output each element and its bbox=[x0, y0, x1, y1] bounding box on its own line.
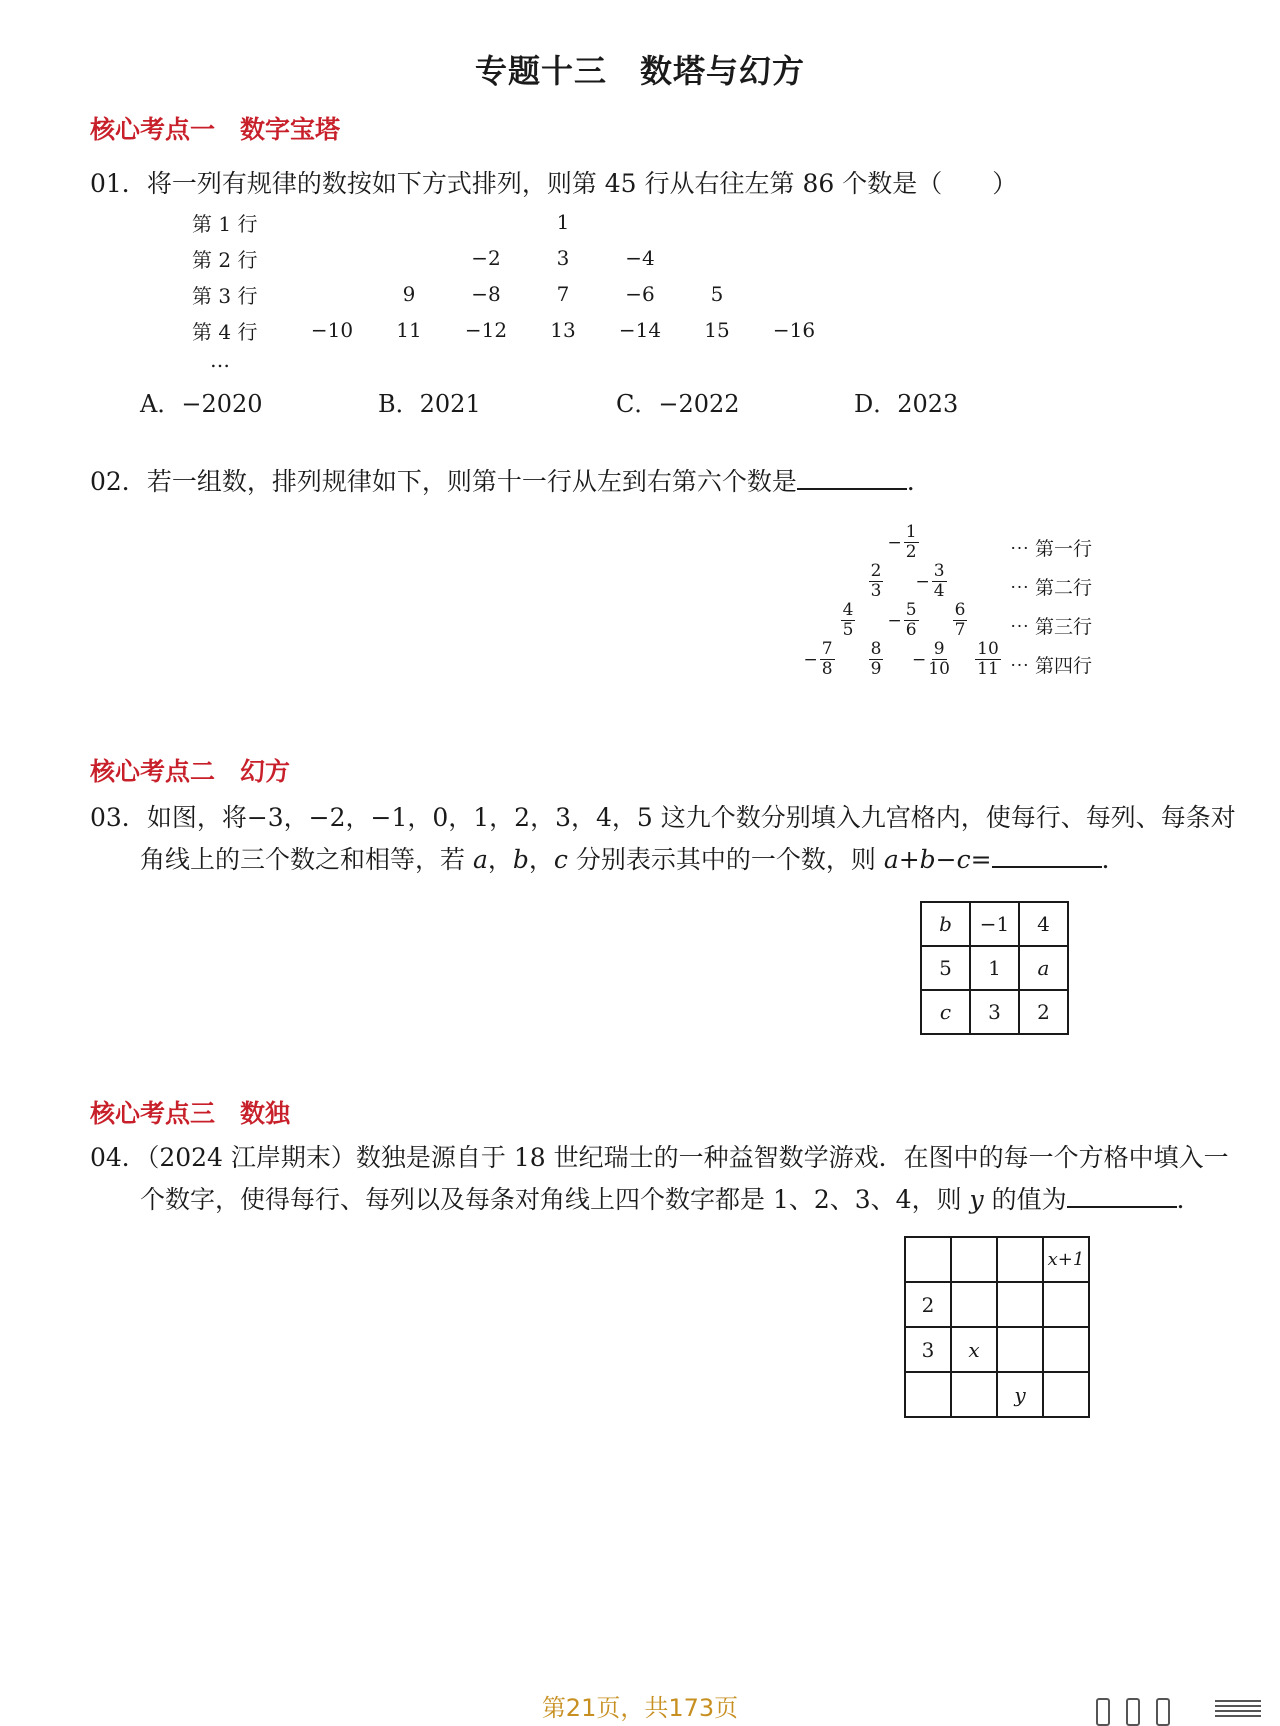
fraction-sign: − bbox=[912, 649, 927, 670]
grid-cell bbox=[1043, 1327, 1089, 1372]
fraction-body bbox=[953, 601, 968, 640]
grid-cell bbox=[905, 1237, 951, 1282]
magic-square bbox=[920, 901, 1069, 1035]
fraction-body bbox=[869, 562, 884, 601]
grid-cell bbox=[1043, 1372, 1089, 1417]
grid-cell bbox=[997, 1237, 1043, 1282]
question-01 bbox=[90, 164, 1017, 200]
answer-blank bbox=[1067, 1184, 1177, 1208]
question-number: 01． bbox=[90, 169, 147, 198]
denominator: 8 bbox=[821, 659, 833, 679]
question-text: 个数字，使得每行、每列以及每条对角线上四个数字都是 1、2、3、4，则 bbox=[140, 1185, 970, 1214]
page-title: 专题十三 数塔与幻方 bbox=[474, 52, 805, 90]
grid-cell bbox=[905, 1372, 951, 1417]
ellipsis: … bbox=[210, 348, 230, 372]
fraction bbox=[909, 562, 953, 601]
grid-cell: a bbox=[1019, 946, 1068, 990]
separator: ， bbox=[528, 845, 554, 874]
denominator: 6 bbox=[905, 620, 917, 640]
pyramid-number: −2 bbox=[471, 246, 501, 270]
grid-cell: 2 bbox=[905, 1282, 951, 1327]
fraction bbox=[797, 640, 841, 679]
grid-cell: 5 bbox=[921, 946, 970, 990]
pyramid-number: 15 bbox=[704, 318, 730, 342]
fraction-body bbox=[841, 601, 856, 640]
fraction bbox=[909, 640, 953, 679]
numerator: 10 bbox=[977, 639, 999, 659]
denominator: 10 bbox=[928, 659, 950, 679]
denominator: 9 bbox=[870, 659, 882, 679]
pyramid-number: −10 bbox=[310, 318, 354, 342]
pyramid-number: 9 bbox=[402, 282, 416, 306]
pyramid-number: 11 bbox=[396, 318, 422, 342]
section-heading-1: 核心考点一 数字宝塔 bbox=[90, 115, 341, 144]
fraction-body bbox=[904, 601, 919, 640]
option-c: C．−2022 bbox=[616, 390, 740, 418]
question-number: 03． bbox=[90, 803, 147, 832]
fraction-sign: − bbox=[887, 532, 902, 553]
pyramid-number: −4 bbox=[625, 246, 655, 270]
option-a: A．−2020 bbox=[140, 390, 263, 418]
question-text: 的值为 bbox=[983, 1185, 1067, 1214]
question-text: 如图，将−3，−2，−1，0，1，2，3，4，5 这九个数分别填入九宫格内，使每行、每列、每条对 bbox=[146, 803, 1236, 832]
pyramid-number: 5 bbox=[710, 282, 724, 306]
question-text: 将一列有规律的数按如下方式排列，则第 45 行从右往左第 86 个数是（ ） bbox=[146, 169, 1018, 198]
denominator: 4 bbox=[933, 581, 945, 601]
row-label-2: 第 2 行 bbox=[192, 248, 258, 272]
question-03-line2 bbox=[140, 840, 1127, 876]
fraction-body bbox=[869, 640, 884, 679]
fraction-body bbox=[820, 640, 835, 679]
question-04-line1 bbox=[90, 1138, 1229, 1174]
pyramid-number: −8 bbox=[471, 282, 501, 306]
fraction-body bbox=[975, 640, 1001, 679]
numerator: 5 bbox=[905, 600, 917, 620]
question-text: 若一组数，排列规律如下，则第十一行从左到右第六个数是 bbox=[146, 467, 797, 496]
numerator: 2 bbox=[870, 561, 882, 581]
fraction-sign: − bbox=[887, 610, 902, 631]
fraction bbox=[881, 523, 925, 562]
sudoku-grid bbox=[904, 1236, 1090, 1418]
question-end: ． bbox=[1176, 1185, 1202, 1214]
row-label-3: 第 3 行 bbox=[192, 284, 258, 308]
row-label-4: 第 4 行 bbox=[192, 320, 258, 344]
fraction bbox=[825, 601, 869, 640]
denominator: 2 bbox=[905, 542, 917, 562]
question-text: 分别表示其中的一个数，则 bbox=[567, 845, 884, 874]
section-heading-3: 核心考点三 数独 bbox=[90, 1099, 291, 1128]
pyramid-number: −14 bbox=[618, 318, 662, 342]
grid-cell: x bbox=[951, 1327, 997, 1372]
grid-cell bbox=[951, 1237, 997, 1282]
pyramid-number: −12 bbox=[464, 318, 508, 342]
row-tag-1: ⋯ 第一行 bbox=[1010, 538, 1093, 560]
numerator: 4 bbox=[842, 600, 854, 620]
grid-cell: y bbox=[997, 1372, 1043, 1417]
var-a: a bbox=[472, 845, 488, 874]
scroll-thumb-icon[interactable] bbox=[1096, 1698, 1206, 1722]
grid-cell: x+1 bbox=[1043, 1237, 1089, 1282]
pyramid-number: −6 bbox=[625, 282, 655, 306]
grid-cell: b bbox=[921, 902, 970, 946]
grid-cell: 3 bbox=[905, 1327, 951, 1372]
answer-blank bbox=[992, 844, 1102, 868]
fraction-body bbox=[932, 562, 947, 601]
fraction bbox=[881, 601, 925, 640]
fraction-body bbox=[928, 640, 950, 679]
row-tag-2: ⋯ 第二行 bbox=[1010, 577, 1093, 599]
question-end: ． bbox=[1101, 845, 1127, 874]
separator: ， bbox=[487, 845, 513, 874]
pyramid-number: −16 bbox=[772, 318, 816, 342]
question-end: ． bbox=[906, 467, 932, 496]
grid-cell: c bbox=[921, 990, 970, 1034]
fraction bbox=[937, 601, 981, 640]
grid-cell: 2 bbox=[1019, 990, 1068, 1034]
grid-cell bbox=[997, 1282, 1043, 1327]
row-tag-3: ⋯ 第三行 bbox=[1010, 616, 1093, 638]
question-text: 角线上的三个数之和相等，若 bbox=[140, 845, 473, 874]
denominator: 7 bbox=[954, 620, 966, 640]
numerator: 8 bbox=[870, 639, 882, 659]
grid-cell: −1 bbox=[970, 902, 1019, 946]
numerator: 1 bbox=[905, 522, 917, 542]
var-b: b bbox=[512, 845, 529, 874]
question-number: 02． bbox=[90, 467, 147, 496]
pyramid-number: 3 bbox=[556, 246, 570, 270]
menu-icon[interactable] bbox=[1215, 1700, 1261, 1720]
answer-blank bbox=[797, 466, 907, 490]
numerator: 6 bbox=[954, 600, 966, 620]
fraction-sign: − bbox=[915, 571, 930, 592]
pyramid-number: 1 bbox=[556, 210, 570, 234]
question-02 bbox=[90, 462, 932, 498]
grid-cell: 1 bbox=[970, 946, 1019, 990]
grid-cell: 3 bbox=[970, 990, 1019, 1034]
grid-cell bbox=[997, 1327, 1043, 1372]
option-d: D．2023 bbox=[854, 390, 959, 418]
fraction-sign: − bbox=[803, 649, 818, 670]
numerator: 3 bbox=[933, 561, 945, 581]
grid-cell bbox=[1043, 1282, 1089, 1327]
row-label-1: 第 1 行 bbox=[192, 212, 258, 236]
grid-cell bbox=[951, 1282, 997, 1327]
numerator: 9 bbox=[933, 639, 945, 659]
section-heading-2: 核心考点二 幻方 bbox=[90, 757, 291, 786]
fraction bbox=[853, 562, 897, 601]
var-c: c bbox=[553, 845, 568, 874]
question-04-line2 bbox=[140, 1180, 1202, 1216]
fraction bbox=[965, 640, 1009, 679]
grid-cell bbox=[951, 1372, 997, 1417]
expression: a+b−c= bbox=[883, 845, 992, 874]
page-indicator: 第21页，共173页 bbox=[541, 1694, 739, 1722]
row-tag-4: ⋯ 第四行 bbox=[1010, 655, 1093, 677]
question-number: 04． bbox=[90, 1143, 147, 1172]
numerator: 7 bbox=[821, 639, 833, 659]
pyramid-number: 7 bbox=[556, 282, 570, 306]
denominator: 5 bbox=[842, 620, 854, 640]
pyramid-number: 13 bbox=[550, 318, 576, 342]
fraction-body bbox=[904, 523, 919, 562]
denominator: 11 bbox=[977, 659, 999, 679]
grid-cell: 4 bbox=[1019, 902, 1068, 946]
option-b: B．2021 bbox=[378, 390, 481, 418]
var-y: y bbox=[969, 1185, 984, 1214]
question-text: （2024 江岸期末）数独是源自于 18 世纪瑞士的一种益智数学游戏．在图中的每一个方格中填入一 bbox=[146, 1143, 1229, 1172]
denominator: 3 bbox=[870, 581, 882, 601]
question-03-line1 bbox=[90, 798, 1236, 834]
fraction bbox=[853, 640, 897, 679]
